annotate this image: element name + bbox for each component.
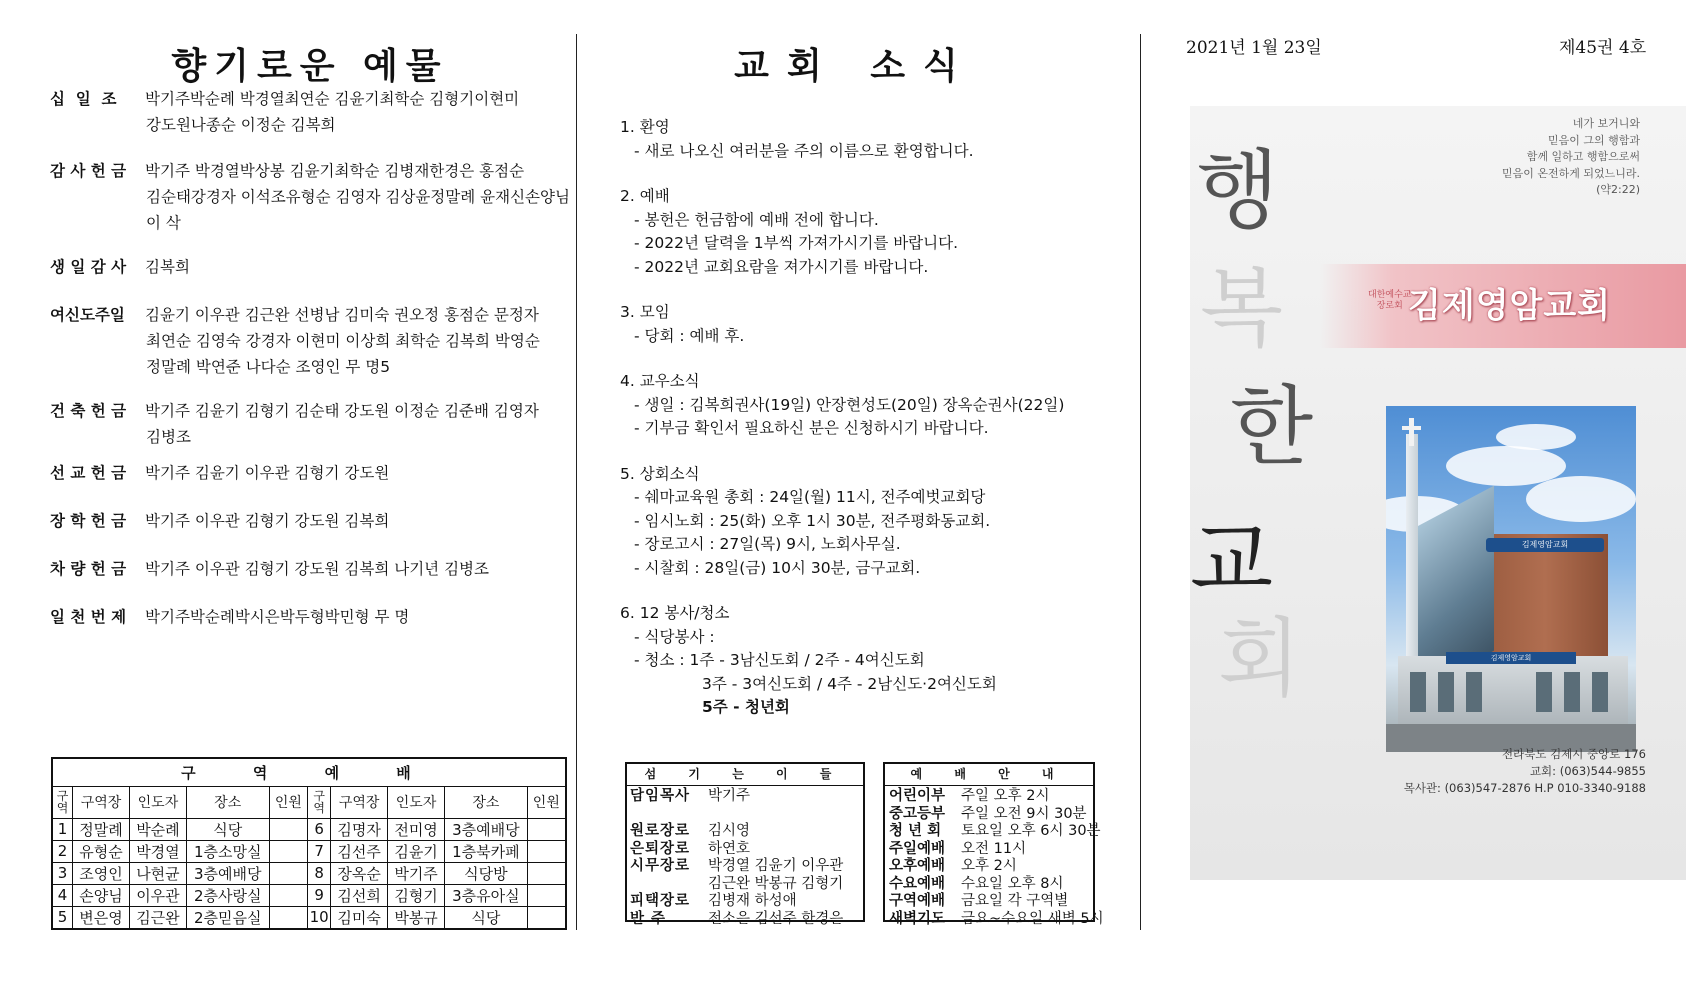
district-worship-table — [51, 757, 567, 930]
servers-value: 하연호 — [708, 840, 751, 857]
servers-box — [625, 762, 865, 927]
verse-line: 믿음이 온전하게 되었느니라. — [1501, 166, 1640, 180]
worship-label: 수요예배 — [889, 875, 946, 892]
offering-names: 김복희 — [145, 258, 190, 276]
worship-value: 금요일 각 구역별 — [961, 893, 1069, 909]
news-heading: 1. 환영 — [620, 118, 670, 136]
servers-value: 전소은 김선주 한경은 — [708, 910, 844, 927]
news-section — [620, 463, 1100, 581]
district-cell: 1층소망실 — [186, 840, 269, 862]
worship-schedule-box — [883, 762, 1104, 927]
offerings-title: 향기로운 예물 — [171, 45, 449, 87]
column-divider — [576, 34, 577, 930]
worship-row — [889, 823, 1101, 841]
offering-label: 십 일 조 — [50, 90, 117, 108]
servers-label: 은퇴장로 — [630, 840, 691, 857]
bulletin-date: 2021년 1월 23일 — [1186, 38, 1322, 58]
news-section — [620, 185, 1100, 279]
news-item: - 당회 : 예배 후. — [634, 326, 745, 345]
district-cell: 3 — [52, 862, 73, 884]
offering-row — [50, 460, 570, 486]
church-news-title: 교회 소식 — [734, 45, 976, 87]
news-item: - 기부금 확인서 필요하신 분은 신청하시기 바랍니다. — [634, 419, 989, 437]
district-cell: 식당 — [186, 818, 269, 840]
offering-names: 김윤기 이우관 김근완 선병남 김미숙 권오정 홍점순 문정자 — [145, 306, 539, 324]
district-header: 구역장 — [331, 786, 388, 818]
district-header: 구역장 — [73, 786, 130, 818]
church-name: 김제영암교회 — [1408, 286, 1612, 326]
table-row — [52, 862, 566, 884]
district-cell: 7 — [308, 840, 331, 862]
servers-label: 반 주 — [630, 910, 667, 927]
district-header: 인도자 — [388, 786, 445, 818]
news-item: - 시찰회 : 28일(금) 10시 30분, 금구교회. — [634, 558, 921, 577]
bulletin-cover — [1150, 0, 1701, 992]
district-cell: 2 — [52, 840, 73, 862]
worship-value: 토요일 오후 6시 30분 — [961, 823, 1101, 839]
cover-verse — [1502, 116, 1640, 199]
news-heading: 6. 12 봉사/청소 — [620, 604, 730, 622]
offering-names: 최연순 김영숙 강경자 이현미 이상희 최학순 김복희 박영순 — [146, 332, 540, 350]
news-section — [620, 602, 1100, 720]
news-item: - 청소 : 1주 - 3남신도회 / 2주 - 4여신도회 — [634, 651, 925, 669]
servers-label: 피택장로 — [630, 893, 691, 909]
district-cell — [269, 818, 308, 840]
district-cell — [269, 906, 308, 929]
servers-row — [630, 876, 860, 894]
district-cell: 김명자 — [331, 818, 388, 840]
district-cell — [527, 818, 566, 840]
district-cell — [269, 840, 308, 862]
church-news-list — [620, 116, 1100, 720]
district-cell: 전미영 — [388, 818, 445, 840]
worship-label: 어린이부 — [889, 788, 946, 804]
offering-row — [50, 556, 570, 582]
offering-row — [50, 604, 570, 630]
offering-names: 박기주박순례박시은박두형박민형 무 명 — [145, 608, 410, 626]
worship-row — [889, 806, 1089, 824]
news-item: 5주 - 청년회 — [702, 698, 790, 716]
cover-image — [1190, 106, 1686, 880]
servers-row — [630, 823, 860, 841]
district-header: 인원 — [269, 786, 308, 818]
offering-row — [50, 254, 570, 280]
news-heading: 5. 상회소식 — [620, 464, 700, 483]
offering-label: 차 량 헌 금 — [50, 560, 127, 578]
offering-label: 생 일 감 사 — [50, 258, 127, 276]
worship-value: 주일 오전 9시 30분 — [961, 805, 1087, 822]
district-cell: 박순례 — [129, 818, 186, 840]
district-cell: 변은영 — [73, 906, 130, 929]
offering-row — [50, 508, 570, 534]
district-cell: 9 — [308, 884, 331, 906]
offering-names: 박기주 이우관 김형기 강도원 김복희 — [145, 512, 390, 530]
worship-value: 주일 오후 2시 — [961, 788, 1050, 804]
district-cell — [269, 862, 308, 884]
district-cell: 박경열 — [129, 840, 186, 862]
district-cell: 김미숙 — [331, 906, 388, 929]
worship-value: 오전 11시 — [961, 840, 1027, 857]
worship-row — [889, 841, 1089, 859]
column-divider — [1140, 34, 1141, 930]
servers-label — [630, 806, 708, 824]
district-cell: 6 — [308, 818, 331, 840]
offering-names: 강도원나종순 이정순 김복희 — [146, 116, 336, 134]
district-header: 장소 — [186, 786, 269, 818]
news-item: - 쉐마교육원 총회 : 24일(월) 11시, 전주예벗교회당 — [634, 488, 986, 506]
district-cell: 정말례 — [73, 818, 130, 840]
district-cell: 김근완 — [129, 906, 186, 929]
cover-char: 한 — [1230, 377, 1314, 477]
offering-row — [50, 302, 570, 380]
offering-names: 박기주박순례 박경열최연순 김윤기최학순 김형기이현미 — [145, 90, 520, 108]
district-cell: 박기주 — [388, 862, 445, 884]
district-cell — [269, 884, 308, 906]
table-row — [52, 884, 566, 906]
district-cell: 10 — [308, 906, 331, 929]
district-cell — [527, 906, 566, 929]
worship-value: 오후 2시 — [961, 858, 1017, 874]
news-item: - 새로 나오신 여러분을 주의 이름으로 환영합니다. — [634, 141, 974, 160]
verse-line: 믿음이 그의 행함과 — [1547, 133, 1640, 147]
news-item: - 식당봉사 : — [634, 627, 715, 646]
district-cell: 3층유아실 — [445, 884, 528, 906]
verse-line: (약2:22) — [1596, 183, 1640, 196]
district-cell: 김선희 — [331, 884, 388, 906]
news-heading: 2. 예배 — [620, 187, 670, 205]
address-line: 목사관: (063)547-2876 H.P 010-3340-9188 — [1403, 781, 1646, 795]
district-header: 구역 — [308, 786, 331, 818]
district-cell: 5 — [52, 906, 73, 929]
district-cell: 김윤기 — [388, 840, 445, 862]
news-section — [620, 116, 1100, 163]
cover-char: 행 — [1196, 141, 1280, 241]
news-item: - 임시노회 : 25(화) 오후 1시 30분, 전주평화동교회. — [634, 511, 991, 530]
district-cell: 김형기 — [388, 884, 445, 906]
worship-row — [889, 893, 1089, 911]
servers-value: 박경열 김윤기 이우관 — [708, 858, 844, 874]
offering-label: 건 축 헌 금 — [50, 402, 127, 420]
offering-names: 김병조 — [146, 428, 191, 446]
worship-label: 오후예배 — [889, 858, 946, 874]
news-item: - 2022년 달력을 1부씩 가져가시기를 바랍니다. — [634, 234, 959, 252]
servers-label: 시무장로 — [630, 858, 691, 874]
servers-row — [630, 858, 860, 876]
news-item: - 생일 : 김복희권사(19일) 안장현성도(20일) 장옥순권사(22일) — [634, 395, 1065, 414]
district-cell: 8 — [308, 862, 331, 884]
offering-row — [50, 86, 570, 138]
offering-label: 일 천 번 제 — [50, 608, 127, 626]
servers-value: 김시영 — [708, 823, 751, 839]
district-cell: 4 — [52, 884, 73, 906]
news-item: 3주 - 3여신도회 / 4주 - 2남신도·2여신도회 — [702, 674, 997, 693]
district-header: 인도자 — [129, 786, 186, 818]
offering-label: 여신도주일 — [50, 306, 125, 324]
worship-row — [889, 876, 1089, 894]
cover-char: 회 — [1218, 609, 1302, 709]
district-cell: 박봉규 — [388, 906, 445, 929]
building-sign: 김제영암교회 — [1486, 538, 1604, 552]
news-item: - 봉헌은 헌금함에 예배 전에 합니다. — [634, 210, 879, 229]
worship-value: 금요~수요일 새벽 5시 — [961, 910, 1104, 927]
district-cell: 이우관 — [129, 884, 186, 906]
news-item: - 장로고시 : 27일(목) 9시, 노회사무실. — [634, 535, 901, 553]
district-cell: 2층사랑실 — [186, 884, 269, 906]
servers-row — [630, 806, 860, 824]
district-header: 장소 — [445, 786, 528, 818]
bulletin-issue: 제45권 4호 — [1559, 38, 1647, 58]
servers-label: 담임목사 — [630, 788, 691, 804]
district-cell: 조영인 — [73, 862, 130, 884]
church-building-photo — [1386, 406, 1636, 752]
servers-row — [630, 788, 860, 806]
denomination-label: 대한예수교 장로회 — [1368, 290, 1412, 311]
church-address — [1404, 746, 1646, 797]
news-heading: 4. 교우소식 — [620, 372, 700, 390]
news-section — [620, 301, 1100, 348]
district-cell: 1 — [52, 818, 73, 840]
worship-label: 주일예배 — [889, 840, 946, 857]
worship-row — [889, 858, 1089, 876]
district-cell: 3층예배당 — [445, 818, 528, 840]
district-cell: 나현균 — [129, 862, 186, 884]
news-heading: 3. 모임 — [620, 303, 670, 321]
offering-names: 정말례 박연준 나다순 조영인 무 명5 — [146, 358, 391, 376]
offering-label: 감 사 헌 금 — [50, 162, 127, 180]
offering-names: 김순태강경자 이석조유형순 김영자 김상윤정말례 윤재신손양님 — [146, 188, 570, 206]
verse-line: 함께 일하고 행함으로써 — [1526, 150, 1640, 163]
address-line: 교회: (063)544-9855 — [1529, 764, 1646, 778]
offering-label: 장 학 헌 금 — [50, 512, 127, 530]
worship-label: 중고등부 — [889, 805, 946, 822]
district-header: 구역 — [52, 786, 73, 818]
district-cell — [527, 862, 566, 884]
district-header: 인원 — [527, 786, 566, 818]
worship-label: 구역예배 — [889, 893, 946, 909]
offering-label: 선 교 헌 금 — [50, 464, 127, 482]
worship-row — [889, 910, 1104, 929]
verse-line: 네가 보거니와 — [1572, 117, 1640, 130]
offering-row — [50, 398, 570, 450]
district-cell: 식당방 — [445, 862, 528, 884]
district-cell — [527, 840, 566, 862]
district-cell — [527, 884, 566, 906]
servers-value: 김병재 하성애 — [708, 893, 797, 909]
table-row — [52, 818, 566, 840]
offering-names: 이 삭 — [146, 214, 181, 232]
district-table-title: 구 역 예 배 — [52, 758, 566, 786]
church-name-banner — [1320, 264, 1686, 348]
servers-row — [630, 893, 860, 911]
news-item: - 2022년 교회요람을 져가시기를 바랍니다. — [634, 257, 929, 276]
offering-row — [50, 158, 570, 236]
district-cell: 장옥순 — [331, 862, 388, 884]
district-cell: 3층예배당 — [186, 862, 269, 884]
offering-names: 박기주 이우관 김형기 강도원 김복희 나기년 김병조 — [145, 560, 489, 578]
news-section — [620, 370, 1100, 441]
district-cell: 1층북카페 — [445, 840, 528, 862]
district-cell: 김선주 — [331, 840, 388, 862]
district-cell: 2층믿음실 — [186, 906, 269, 929]
servers-row — [630, 911, 860, 929]
servers-label — [630, 876, 708, 894]
building-sign-lower: 김제영암교회 — [1446, 652, 1576, 664]
district-cell: 손양님 — [73, 884, 130, 906]
worship-row — [889, 788, 1089, 806]
worship-label: 청 년 회 — [889, 823, 942, 839]
servers-value: 박기주 — [708, 788, 751, 804]
table-row — [52, 840, 566, 862]
cover-char: 복 — [1200, 259, 1284, 359]
district-cell: 유형순 — [73, 840, 130, 862]
offering-names: 박기주 박경열박상봉 김윤기최학순 김병재한경은 홍점순 — [145, 162, 525, 180]
servers-label: 원로장로 — [630, 823, 691, 839]
table-row — [52, 906, 566, 929]
district-cell: 식당 — [445, 906, 528, 929]
servers-value: 김근완 박봉규 김형기 — [708, 875, 844, 892]
worship-schedule-title: 예 배 안 내 — [885, 764, 1093, 786]
worship-label: 새벽기도 — [889, 910, 946, 927]
address-line: 전라북도 김제시 중앙로 176 — [1501, 747, 1646, 761]
servers-row — [630, 841, 860, 859]
cover-char: 교 — [1190, 511, 1274, 611]
offering-names: 박기주 김윤기 이우관 김형기 강도원 — [145, 464, 390, 482]
offering-names: 박기주 김윤기 김형기 김순태 강도원 이정순 김준배 김영자 — [145, 402, 539, 420]
worship-value: 수요일 오후 8시 — [961, 875, 1064, 892]
servers-title: 섬 기 는 이 들 — [627, 764, 863, 786]
